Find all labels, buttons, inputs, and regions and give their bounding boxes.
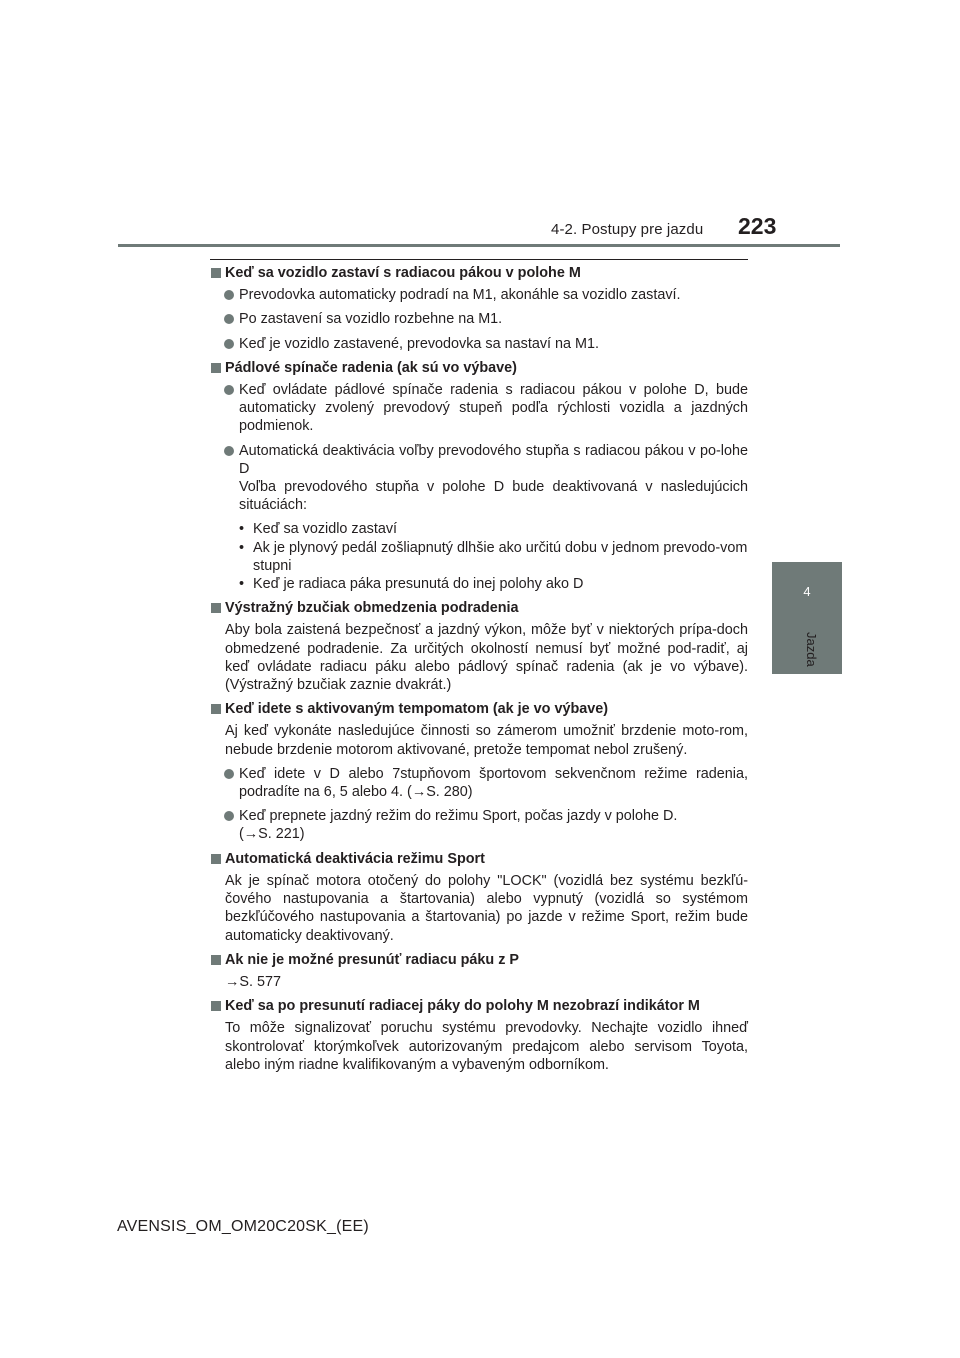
sub-list-item-text: Keď je radiaca páka presunutá do inej polohy ako D <box>253 576 584 593</box>
header-rule <box>118 244 840 247</box>
circle-bullet-icon <box>224 446 234 456</box>
list-item-text: Prevodovka automaticky podradí na M1, akonáhle sa vozidlo zastaví. <box>239 287 681 304</box>
square-bullet-icon <box>211 955 221 965</box>
section-heading <box>210 997 748 1015</box>
header-section-title: 4-2. Postupy pre jazdu <box>551 221 704 238</box>
section <box>210 359 748 593</box>
section <box>210 997 748 1074</box>
content-rule <box>210 259 748 260</box>
list-item-text: Keď je vozidlo zastavené, prevodovka sa nastaví na M1. <box>239 335 600 352</box>
sub-list-item <box>239 539 748 575</box>
square-bullet-icon <box>211 1001 221 1011</box>
list-item-text: Keď prepnete jazdný režim do režimu Sport, počas jazdy v polohe D. (→S. 221) <box>239 808 678 843</box>
section-heading <box>210 599 748 617</box>
chapter-label: Jazda <box>804 632 819 667</box>
section-paragraph: Ak je spínač motora otočený do polohy "LOCK" (vozidlá bez systému bezkľú-čového nastupovania a štartovania) alebo vypnutý (vozidlá so systémom bezkľúčového nastupovania a štartovania) po jazde v režime Sport, režim bude automaticky deaktivovaný. <box>225 872 748 944</box>
page-content <box>210 264 748 1080</box>
list-item <box>210 765 748 801</box>
dot-bullet-icon: • <box>239 521 245 538</box>
page-number: 223 <box>738 213 777 239</box>
document-code: AVENSIS_OM_OM20C20SK_(EE) <box>117 1218 369 1235</box>
section-heading <box>210 850 748 868</box>
page-reference: →S. 577 <box>225 973 281 990</box>
sub-list <box>210 520 748 593</box>
section-paragraph: Aj keď vykonáte nasledujúce činnosti so zámerom umožniť brzdenie moto-rom, nebude brzdenie motorom aktivované, pretože tempomat nebol zrušený. <box>225 723 748 758</box>
square-bullet-icon <box>211 363 221 373</box>
list-item <box>210 807 748 843</box>
sub-list-item-text: Ak je plynový pedál zošliapnutý dlhšie ako určitú dobu v jednom prevodo-vom stupni <box>253 539 748 574</box>
section-heading <box>210 700 748 718</box>
dot-bullet-icon: • <box>239 576 245 593</box>
section <box>210 599 748 694</box>
circle-bullet-icon <box>224 290 234 300</box>
circle-bullet-icon <box>224 385 234 395</box>
circle-bullet-icon <box>224 811 234 821</box>
circle-bullet-icon <box>224 314 234 324</box>
section-heading-text: Keď sa vozidlo zastaví s radiacou pákou v polohe M <box>225 265 581 281</box>
circle-bullet-icon <box>224 769 234 779</box>
section-paragraph: Aby bola zaistená bezpečnosť a jazdný výkon, môže byť v niektorých prípa-doch obmedzené podradenie. Za určitých okolností nemusí byť možné pod-radiť, aj keď ovládate radiacu páku alebo pádlový spínač radenia (ak je vo výbave). (Výstražný bzučiak zaznie dvakrát.) <box>225 622 748 694</box>
list-item-text: Automatická deaktivácia voľby prevodového stupňa s radiacou pákou v po-lohe D Voľba prevodového stupňa v polohe D bude deaktivovaná v nasledujúcich situáciách: <box>239 442 748 514</box>
section-heading-text: Keď idete s aktivovaným tempomatom (ak je vo výbave) <box>225 701 609 718</box>
list-item-text: Keď idete v D alebo 7stupňovom športovom sekvenčnom režime radenia, podradíte na 6, 5 alebo 4. (→S. 280) <box>239 765 748 801</box>
section-heading-text: Keď sa po presunutí radiacej páky do polohy M nezobrazí indikátor M <box>225 998 700 1015</box>
sub-list-item <box>239 520 748 538</box>
list-item-text: Po zastavení sa vozidlo rozbehne na M1. <box>239 311 503 328</box>
section-heading-text: Automatická deaktivácia režimu Sport <box>225 850 485 867</box>
square-bullet-icon <box>211 603 221 613</box>
section <box>210 264 748 353</box>
section <box>210 850 748 945</box>
section-heading <box>210 359 748 377</box>
square-bullet-icon <box>211 704 221 714</box>
list-item-text: Keď ovládate pádlové spínače radenia s radiacou pákou v polohe D, bude automaticky zvolený prevodový stupeň podľa rýchlosti vozidla a jazdných podmienok. <box>239 382 748 435</box>
section-heading <box>210 951 748 969</box>
section-heading-text: Ak nie je možné presunúť radiacu páku z P <box>225 951 519 968</box>
section-heading-text: Pádlové spínače radenia (ak sú vo výbave) <box>225 359 517 376</box>
section <box>210 700 748 843</box>
square-bullet-icon <box>211 854 221 864</box>
list-item <box>210 335 748 353</box>
section-heading <box>210 264 748 282</box>
sub-list-item <box>239 575 748 593</box>
list-item <box>210 381 748 436</box>
list-item <box>210 310 748 328</box>
square-bullet-icon <box>211 268 221 278</box>
list-item <box>210 286 748 304</box>
section-heading-text: Výstražný bzučiak obmedzenia podradenia <box>225 600 519 617</box>
list-item <box>210 442 748 515</box>
chapter-number: 4 <box>803 584 811 599</box>
section <box>210 951 748 991</box>
circle-bullet-icon <box>224 339 234 349</box>
dot-bullet-icon: • <box>239 539 245 556</box>
sub-list-item-text: Keď sa vozidlo zastaví <box>253 521 398 538</box>
section-paragraph: To môže signalizovať poruchu systému prevodovky. Nechajte vozidlo ihneď skontrolovať ktorýmkoľvek autorizovaným predajcom alebo servisom Toyota, alebo iným riadne kvalifikovaným a vybaveným odborníkom. <box>225 1020 748 1073</box>
